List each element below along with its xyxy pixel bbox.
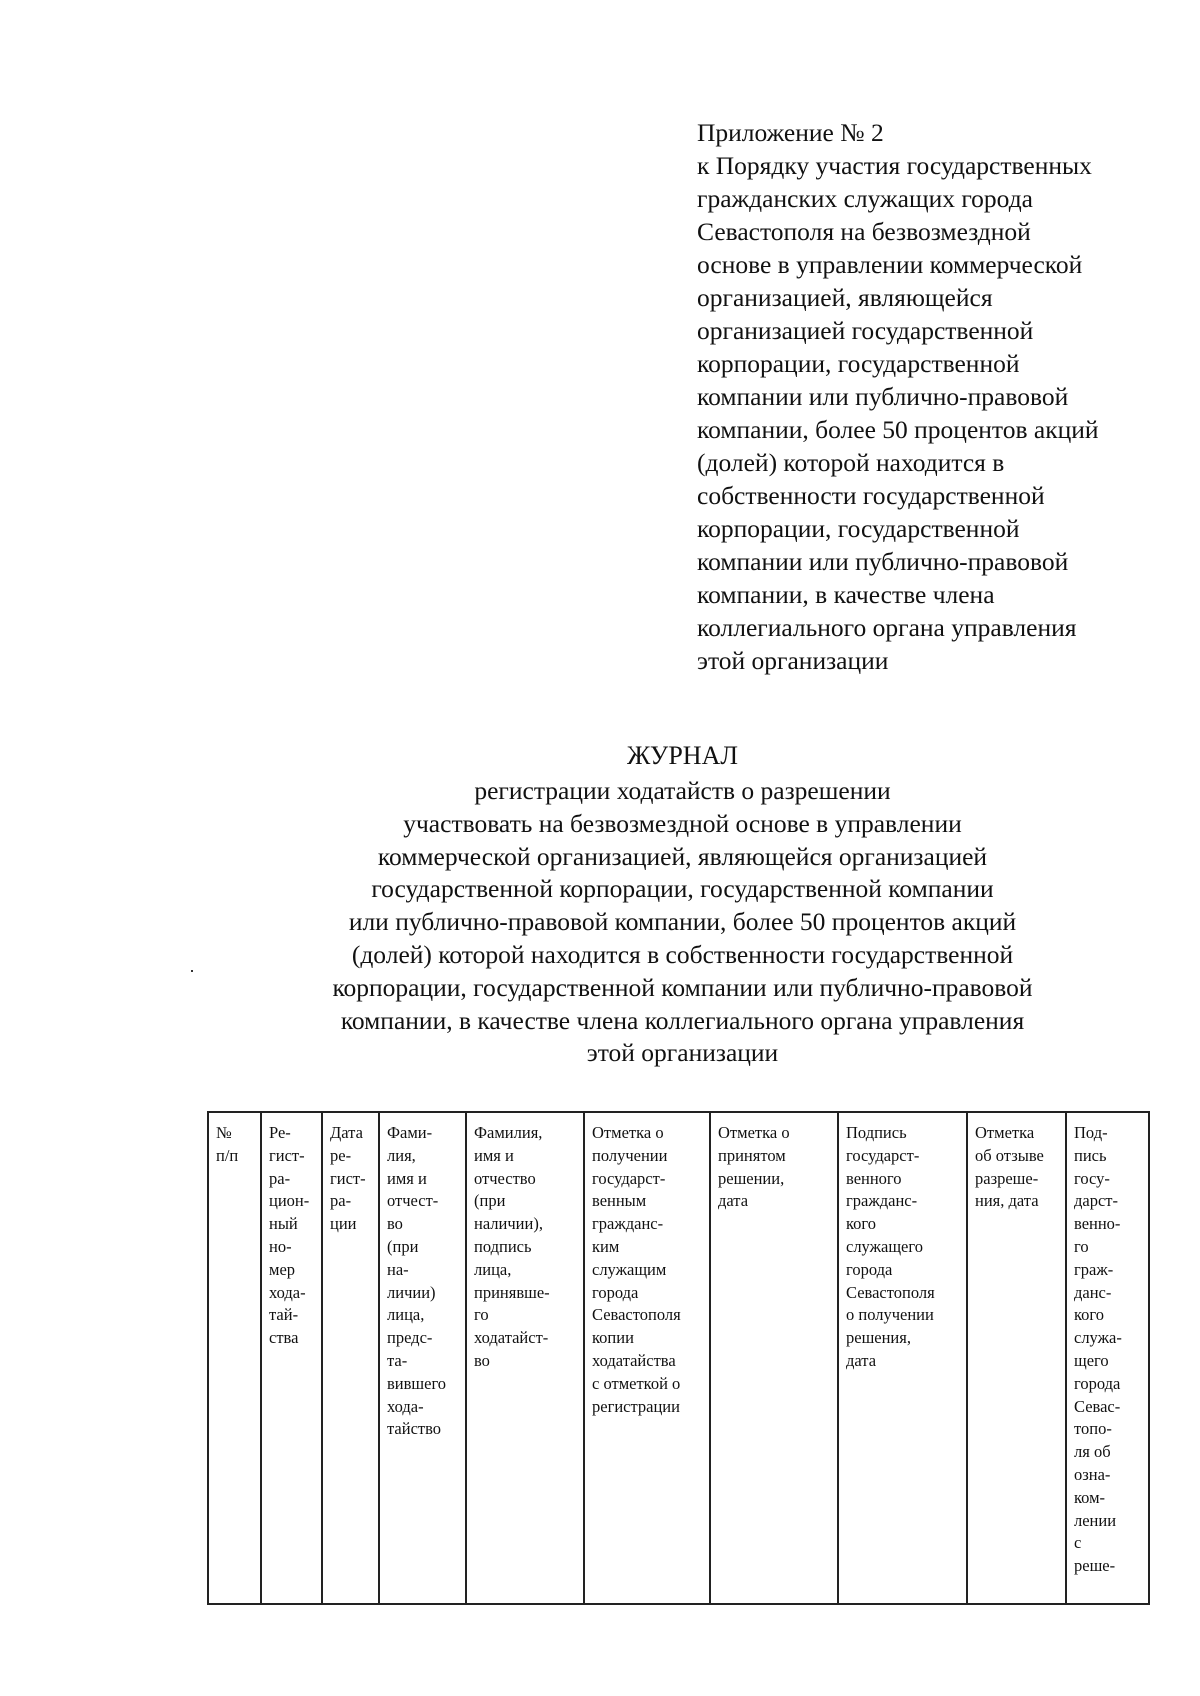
column-header-line: тай- [269, 1305, 299, 1325]
column-header-5 [466, 1112, 584, 1604]
column-header-line: ния, дата [975, 1191, 1039, 1211]
appendix-line: коллегиального органа управления [697, 613, 1077, 642]
journal-subtitle-line: этой организации [586, 1038, 779, 1068]
column-header-line: граж- [1074, 1259, 1114, 1279]
column-header-line: ный [269, 1214, 298, 1234]
column-header-line: государст- [846, 1145, 920, 1165]
journal-subtitle-line: регистрации ходатайств о разрешении [474, 776, 891, 805]
appendix-line: собственности государственной [697, 481, 1045, 510]
column-header-line: лица, [474, 1259, 512, 1279]
column-header-line: реше- [1074, 1556, 1116, 1576]
column-header-line: служащего [846, 1236, 923, 1256]
column-header-line: (при [474, 1191, 506, 1211]
column-header-10 [1066, 1112, 1149, 1604]
column-header-line: получении [592, 1145, 668, 1165]
journal-subtitle-line: корпорации, государственной компании или публично-правовой [332, 972, 1033, 1002]
column-header-line: личии) [387, 1282, 436, 1302]
column-header-line: лица, [387, 1305, 425, 1325]
column-header-line: Севастополя [592, 1305, 681, 1325]
column-header-line: гист- [269, 1145, 305, 1165]
column-header-line: во [474, 1350, 490, 1370]
journal-subtitle-line: государственной корпорации, государственной компании [371, 874, 994, 904]
appendix-line: Севастополя на безвозмездной [697, 217, 1031, 246]
column-header-line: ра- [269, 1168, 291, 1188]
column-header-1 [208, 1112, 261, 1604]
column-header-line: отчество [474, 1168, 536, 1188]
column-header-line: служа- [1074, 1328, 1122, 1348]
column-header-line: регистрации [592, 1396, 680, 1416]
journal-subtitle-line: (долей) которой находится в собственности государственной [351, 939, 1014, 969]
column-header-line: ком- [1074, 1487, 1106, 1507]
column-header-line: принявше- [474, 1282, 550, 1302]
column-header-line: кого [1074, 1305, 1105, 1325]
journal-subtitle-line: участвовать на безвозмездной основе в управлении [403, 808, 962, 838]
column-header-line: Под- [1074, 1123, 1108, 1142]
column-header-line: п/п [216, 1145, 239, 1165]
column-header-line: ции [330, 1214, 357, 1234]
column-header-line: го [1074, 1236, 1089, 1256]
column-header-line: Севастополя [846, 1282, 935, 1302]
column-header-line: тайство [387, 1419, 442, 1439]
appendix-line: (долей) которой находится в [697, 448, 1005, 477]
column-header-line: Ре- [269, 1123, 291, 1142]
column-header-line: озна- [1074, 1464, 1111, 1484]
column-header-line: венно- [1074, 1214, 1121, 1234]
column-header-8 [838, 1112, 967, 1604]
journal-subtitle [280, 775, 1085, 1070]
column-header-line: лия, [387, 1145, 416, 1165]
appendix-line: компании, более 50 процентов акций [697, 415, 1099, 444]
column-header-line: венным [592, 1191, 647, 1211]
column-header-line: города [846, 1259, 893, 1279]
column-header-line: дата [846, 1350, 877, 1370]
column-header-line: Отметка о [592, 1123, 664, 1142]
column-header-line: топо- [1074, 1419, 1112, 1439]
column-header-9 [967, 1112, 1066, 1604]
column-header-line: госу- [1074, 1168, 1110, 1188]
appendix-line: Приложение № 2 [697, 118, 884, 147]
column-header-line: с [1074, 1533, 1082, 1553]
column-header-4 [379, 1112, 466, 1604]
column-header-line: пись [1074, 1145, 1107, 1165]
column-header-2 [261, 1112, 322, 1604]
column-header-line: ходатайст- [474, 1328, 549, 1348]
column-header-line: данс- [1074, 1282, 1112, 1302]
column-header-line: об отзыве [975, 1145, 1044, 1165]
journal-title: ЖУРНАЛ [627, 741, 738, 770]
column-header-3 [322, 1112, 379, 1604]
appendix-line: компании или публично-правовой [697, 382, 1069, 411]
column-header-line: наличии), [474, 1214, 543, 1234]
column-header-line: ким [592, 1236, 620, 1256]
column-header-line: лении [1074, 1510, 1117, 1530]
column-header-line: Фамилия, [474, 1123, 543, 1142]
column-header-line: решения, [846, 1328, 911, 1348]
appendix-line: компании или публично-правовой [697, 547, 1069, 576]
column-header-line: цион- [269, 1191, 310, 1211]
column-header-line: имя и [474, 1145, 514, 1165]
column-header-line: ра- [330, 1191, 352, 1211]
column-header-line: та- [387, 1350, 408, 1370]
column-header-line: ля об [1074, 1442, 1111, 1462]
table-header-row [208, 1112, 1149, 1604]
appendix-line: организацией государственной [697, 316, 1034, 345]
column-header-line: Подпись [846, 1123, 907, 1142]
column-header-line: города [1074, 1373, 1121, 1393]
column-header-line: го [474, 1305, 489, 1325]
column-header-line: Севас- [1074, 1396, 1121, 1416]
column-header-line: Отметка [975, 1123, 1035, 1142]
column-header-line: решении, [718, 1168, 785, 1188]
appendix-line: основе в управлении коммерческой [697, 250, 1083, 279]
column-header-line: принятом [718, 1145, 786, 1165]
column-header-line: отчест- [387, 1191, 439, 1211]
column-header-line: дата [718, 1191, 749, 1211]
column-header-7 [710, 1112, 838, 1604]
column-header-line: № [216, 1123, 232, 1142]
appendix-line: гражданских служащих города [697, 184, 1033, 213]
appendix-line: компании, в качестве члена [697, 580, 995, 609]
column-header-line: дарст- [1074, 1191, 1118, 1211]
journal-subtitle-line: коммерческой организацией, являющейся организацией [377, 841, 988, 871]
column-header-line: гражданс- [846, 1191, 918, 1211]
column-header-line: с отметкой о [592, 1373, 681, 1393]
column-header-line: хода- [269, 1282, 306, 1302]
appendix-line: этой организации [697, 646, 889, 675]
column-header-line: щего [1074, 1350, 1109, 1370]
appendix-line: к Порядку участия государственных [697, 151, 1092, 180]
column-header-line: разреше- [975, 1168, 1039, 1188]
column-header-line: но- [269, 1236, 292, 1256]
column-header-line: (при [387, 1236, 419, 1256]
column-header-6 [584, 1112, 710, 1604]
journal-subtitle-line: или публично-правовой компании, более 50 процентов акций [348, 907, 1017, 937]
column-header-line: вившего [387, 1373, 447, 1393]
column-header-line: государст- [592, 1168, 666, 1188]
appendix-line: корпорации, государственной [697, 514, 1020, 543]
column-header-line: на- [387, 1259, 409, 1279]
appendix-line: организацией, являющейся [697, 283, 993, 312]
column-header-line: Отметка о [718, 1123, 790, 1142]
column-header-line: подпись [474, 1236, 532, 1256]
column-header-line: о получении [846, 1305, 934, 1325]
column-header-line: ходатайства [592, 1350, 676, 1370]
column-header-line: имя и [387, 1168, 427, 1188]
column-header-line: кого [846, 1214, 877, 1234]
column-header-line: хода- [387, 1396, 424, 1416]
column-header-line: гист- [330, 1168, 366, 1188]
journal-table [207, 1111, 1150, 1605]
column-header-line: Дата [330, 1123, 363, 1142]
column-header-line: ре- [330, 1145, 352, 1165]
column-header-line: мер [269, 1259, 296, 1279]
column-header-line: служащим [592, 1259, 667, 1279]
column-header-line: венного [846, 1168, 902, 1188]
column-header-line: города [592, 1282, 639, 1302]
column-header-line: Фами- [387, 1123, 433, 1142]
appendix-block [697, 116, 1167, 677]
column-header-line: гражданс- [592, 1214, 664, 1234]
column-header-line: копии [592, 1328, 634, 1348]
journal-subtitle-line: компании, в качестве члена коллегиального органа управления [340, 1005, 1025, 1035]
scan-speck [191, 970, 193, 972]
appendix-line: корпорации, государственной [697, 349, 1020, 378]
column-header-line: предс- [387, 1328, 433, 1348]
column-header-line: ства [269, 1328, 299, 1348]
column-header-line: во [387, 1214, 403, 1234]
